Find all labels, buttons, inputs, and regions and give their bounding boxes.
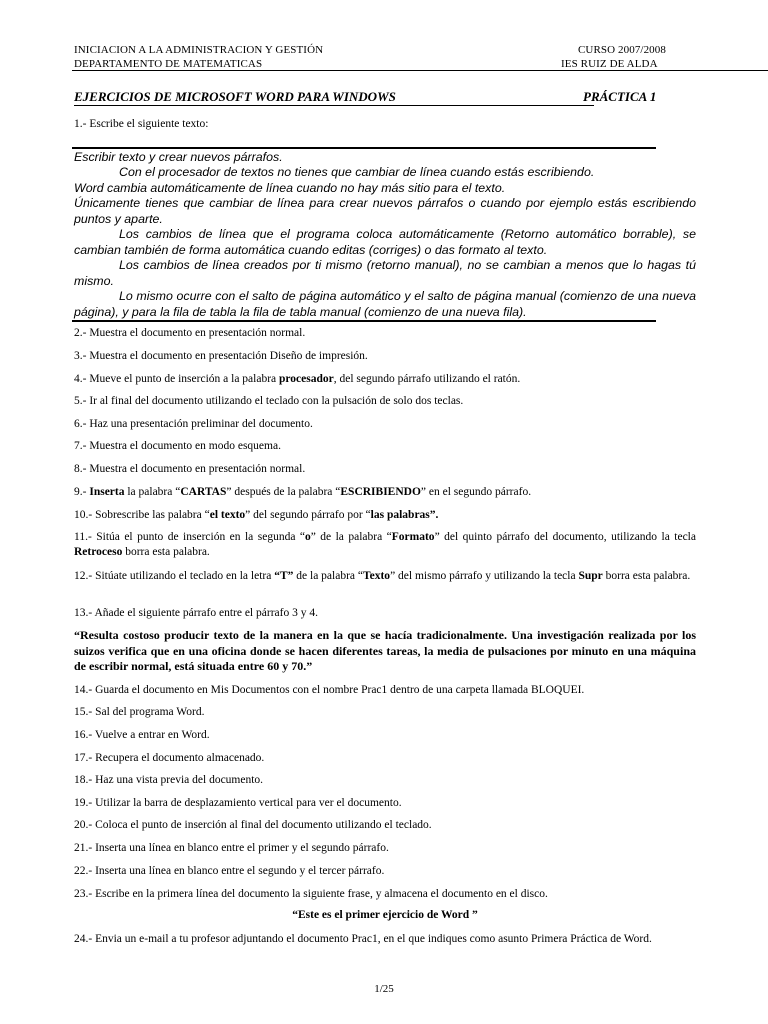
exercise-18: 18.- Haz una vista previa del documento. xyxy=(74,774,264,786)
practice-number: PRÁCTICA 1 xyxy=(583,89,657,104)
exercise-16: 16.- Vuelve a entrar en Word. xyxy=(74,729,210,741)
boxed-line-1: Escribir texto y crear nuevos párrafos. xyxy=(74,150,283,164)
boxed-line-5: Los cambios de línea que el programa coloca automáticamente (Retorno automático borrable), se cambian también de forma automática cuando editas (corriges) o das formato al texto. xyxy=(74,227,696,257)
header-course: CURSO 2007/2008 xyxy=(578,44,666,56)
exercise-21: 21.- Inserta una línea en blanco entre el primer y el segundo párrafo. xyxy=(74,842,389,854)
title-underline xyxy=(74,105,594,106)
box-top-rule xyxy=(72,147,656,149)
exercise-8: 8.- Muestra el documento en presentación normal. xyxy=(74,463,306,475)
exercise-2: 2.- Muestra el documento en presentación normal. xyxy=(74,327,306,339)
header-school-subject: INICIACION A LA ADMINISTRACION Y GESTIÓN xyxy=(74,44,324,56)
exercise-24: 24.- Envia un e-mail a tu profesor adjuntando el documento Prac1, en el que indiques como asunto Primera Práctica de Word. xyxy=(74,933,652,945)
exercise-1: 1.- Escribe el siguiente texto: xyxy=(74,118,209,130)
exercise-11: 11.- Sitúa el punto de inserción en la segunda “o” de la palabra “Formato” del quinto párrafo del documento, utilizando la tecla Retroceso borra esta palabra. xyxy=(74,531,696,558)
exercise-19: 19.- Utilizar la barra de desplazamiento vertical para ver el documento. xyxy=(74,797,402,809)
exercise-13-quote: “Resulta costoso producir texto de la manera en la que se hacía tradicionalmente. Una investigación realizada por los suizos verifica que en una oficina donde se hacen diferentes tareas, la media de pulsaciones por minuto en una máquina de escribir normal, está situada entre 60 y 70.” xyxy=(74,628,696,673)
exercise-20: 20.- Coloca el punto de inserción al final del documento utilizando el teclado. xyxy=(74,819,432,831)
exercise-23-phrase: “Este es el primer ejercicio de Word ” xyxy=(292,909,478,921)
header-department: DEPARTAMENTO DE MATEMATICAS xyxy=(74,58,263,70)
exercise-5: 5.- Ir al final del documento utilizando el teclado con la pulsación de solo dos teclas. xyxy=(74,395,464,407)
boxed-line-6: Los cambios de línea creados por ti mismo (retorno manual), no se cambian a menos que lo hagas tú mismo. xyxy=(74,258,696,288)
exercise-13: 13.- Añade el siguiente párrafo entre el párrafo 3 y 4. xyxy=(74,607,318,619)
header-rule xyxy=(72,70,768,71)
exercise-23: 23.- Escribe en la primera línea del documento la siguiente frase, y almacena el documento en el disco. xyxy=(74,888,548,900)
boxed-line-7: Lo mismo ocurre con el salto de página automático y el salto de página manual (comienzo de una nueva página), y para la fila de tabla la fila de tabla manual (comienzo de una nueva fila). xyxy=(74,289,696,319)
box-bottom-rule xyxy=(72,320,656,322)
exercise-12: 12.- Sitúate utilizando el teclado en la letra “T” de la palabra “Texto” del mismo párrafo y utilizando la tecla Supr borra esta palabra. xyxy=(74,570,691,582)
page-number: 1/25 xyxy=(374,983,394,995)
exercise-3: 3.- Muestra el documento en presentación Diseño de impresión. xyxy=(74,350,368,362)
boxed-line-4: Únicamente tienes que cambiar de línea para crear nuevos párrafos o cuando por ejemplo estás escribiendo puntos y aparte. xyxy=(74,196,696,226)
boxed-line-3: Word cambia automáticamente de línea cuando no hay más sitio para el texto. xyxy=(74,181,506,195)
exercise-14: 14.- Guarda el documento en Mis Documentos con el nombre Prac1 dentro de una carpeta llamada BLOQUEI. xyxy=(74,684,585,696)
exercise-15: 15.- Sal del programa Word. xyxy=(74,706,205,718)
exercise-6: 6.- Haz una presentación preliminar del documento. xyxy=(74,418,313,430)
boxed-line-2: Con el procesador de textos no tienes que cambiar de línea cuando estás escribiendo. xyxy=(119,165,595,179)
exercise-17: 17.- Recupera el documento almacenado. xyxy=(74,752,265,764)
exercise-4: 4.- Mueve el punto de inserción a la palabra procesador, del segundo párrafo utilizando el ratón. xyxy=(74,373,521,385)
exercise-10: 10.- Sobrescribe las palabra “el texto” del segundo párrafo por “las palabras”. xyxy=(74,509,439,521)
header-school: IES RUIZ DE ALDA xyxy=(561,58,658,70)
exercise-7: 7.- Muestra el documento en modo esquema. xyxy=(74,440,281,452)
document-title: EJERCICIOS DE MICROSOFT WORD PARA WINDOWS xyxy=(74,89,396,104)
exercise-22: 22.- Inserta una línea en blanco entre el segundo y el tercer párrafo. xyxy=(74,865,385,877)
exercise-9: 9.- Inserta la palabra “CARTAS” después de la palabra “ESCRIBIENDO” en el segundo párrafo. xyxy=(74,486,532,498)
